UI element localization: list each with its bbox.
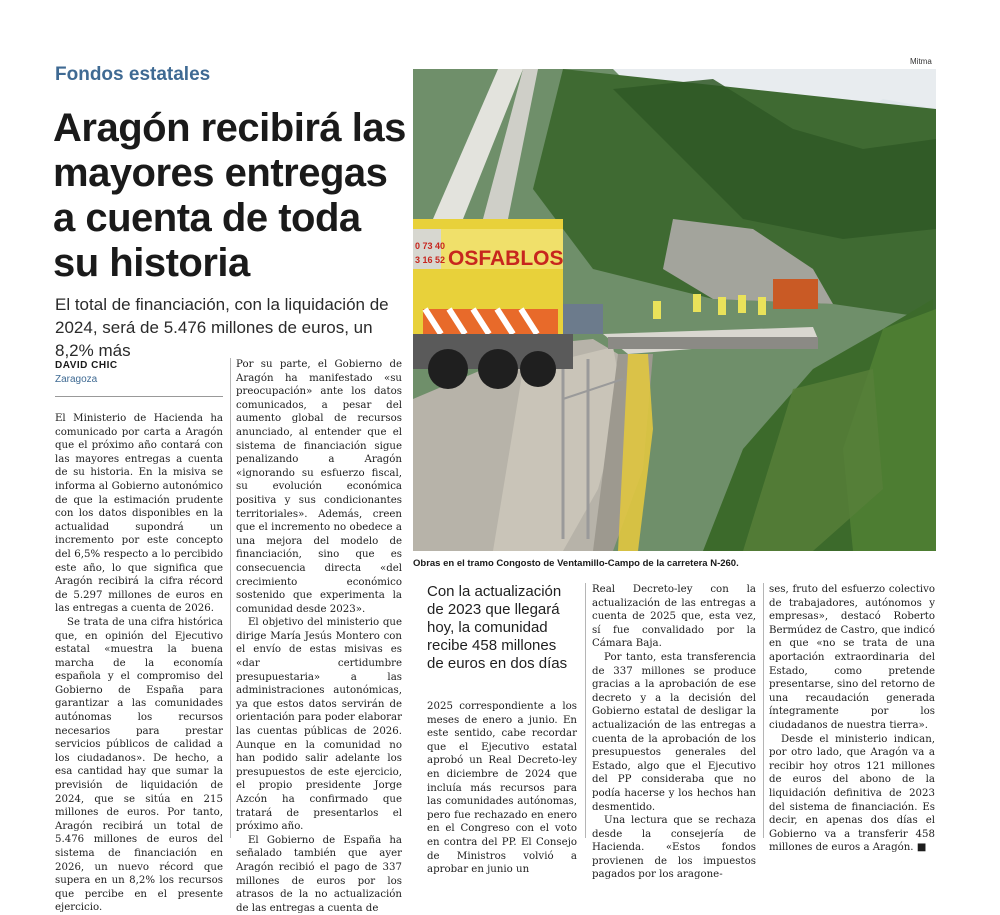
photo-credit: Mitma [910,57,932,66]
paragraph: Desde el ministerio indican, por otro lado, que Aragón va a recibir hoy otros 121 millones de euros del abono de la liquidación definitiva de 2023 del sistema de financiación. Es decir, en apenas dos días el Gobierno va a transferir 458 millones de euros a Aragón. ■ [769,733,935,854]
paragraph: 2025 correspondiente a los meses de enero a junio. En este sentido, cabe recordar que el Ejecutivo estatal aprobó un Real Decreto-ley en diciembre de 2024 que incluía más recursos para las comunidades autónomas, pero fue rechazado en enero en el Congreso con el voto en contra del PP. El Consejo de Ministros volvió a aprobar en junio un [427,701,577,876]
article-column-2 [236,358,402,915]
crane-sign-text: OSFABLOS [448,247,564,270]
author-byline: DAVID CHIC [55,360,118,371]
subtitle: El total de financiación, con la liquidación de 2024, será de 5.476 millones de euros, un 8,2% más [55,295,389,360]
article-column-4 [592,583,756,882]
column-divider [585,583,586,838]
column-divider [230,358,231,838]
photo-caption: Obras en el tramo Congosto de Ventamillo-Campo de la carretera N-260. [413,558,739,569]
paragraph: ses, fruto del esfuerzo colectivo de trabajadores, autónomos y empresas», destacó Roberto Bermúdez de Castro, que indicó en que «no se trata de una aportación extraordinaria del Estado, como pretende presentarse, sino del retorno de una recaudación generada íntegramente por los ciudadanos de nuestra tierra». [769,584,936,731]
byline-divider [55,396,223,397]
paragraph: El Gobierno de España ha señalado también que ayer Aragón recibió el pago de 337 millones de euros por los atrasos de la no actualización de las entregas a cuenta de [236,834,402,914]
article-column-5 [769,583,935,855]
author-location: Zaragoza [55,374,98,385]
paragraph: El Ministerio de Hacienda ha comunicado por carta a Aragón que el próximo año contará con las mayores entregas a cuenta de su historia. En la misiva se informa al Gobierno autonómico de que la estimación prudente con los datos disponibles en la actualidad supondrá un incremento por este concepto del 6,5% respecto a lo percibido este año, lo que significa que Aragón recibirá la cifra récord de 5.297 millones de euros en las entregas a cuenta de 2026. [55,413,223,615]
paragraph: El objetivo del ministerio que dirige María Jesús Montero con el envío de estas misivas es «dar certidumbre presupuestaria» a las administraciones autonómicas, ya que estos datos servirán de orientación para poder elaborar las cuentas públicas de 2026. Aunque en la comunidad no han podido salir adelante los presupuestos de este ejercicio, el propio presidente Jorge Azcón ha confirmado que tratará de presentarlos el próximo año. [236,617,402,833]
road-works-illustration [413,69,936,551]
article-column-1 [55,412,223,915]
paragraph: Una lectura que se rechaza desde la consejería de Hacienda. «Estos fondos provienen de los impuestos pagados por los aragone- [592,815,756,881]
section-tag: Fondos estatales [55,64,211,85]
paragraph: Por tanto, esta transferencia de 337 millones se produce gracias a la aprobación de ese decreto y a la decisión del Gobierno estatal de desligar la actualización de las entregas a cuenta de la aprobación de los presupuestos generales del Estado, algo que el Ejecutivo del PP consideraba que no podía hacerse y los hechos han desmentido. [592,651,756,813]
column-divider [763,583,764,838]
crane-phone-2: 3 16 52 [415,255,446,265]
pull-quote: Con la actualización de 2023 que llegará hoy, la comunidad recibe 458 millones de euros en dos días [427,583,568,672]
paragraph: Real Decreto-ley con la actualización de las entregas a cuenta de 2025 que, esta vez, sí fue convalidado por la Cámara Baja. [592,584,756,650]
crane-phone-1: 0 73 40 [415,241,446,251]
article-photo [413,69,936,551]
paragraph: Se trata de una cifra histórica que, en opinión del Ejecutivo estatal «muestra la buena marcha de la economía española y el compromiso del Gobierno de España para garantizar a las comunidades autónomas los recursos necesarios para prestar servicios públicos de calidad a los ciudadanos». De hecho, a esa cantidad hay que sumar la previsión de liquidación de 2024, que se sitúa en 215 millones de euros. Por tanto, Aragón recibirá un total de 5.476 millones de euros del sistema de financiación en 2026, un nuevo récord que supera en un 8,2% los recursos que percibe en el presente ejercicio. [55,616,223,914]
headline: Aragón recibirá las mayores entregas a cuenta de toda su historia [53,106,406,285]
article-column-3 [427,700,577,877]
paragraph: Por su parte, el Gobierno de Aragón ha manifestado «su preocupación» ante los datos comunicados, a pesar del aumento global de recursos anunciado, al entender que el sistema de financiación sigue penalizando a Aragón «ignorando su esfuerzo fiscal, su evolución económica positiva y sus condicionantes territoriales». Además, creen que el incremento no obedece a una mejora del modelo de financiación, sino que es consecuencia directa «del crecimiento económico sostenido que experimenta la comunidad desde 2023». [236,359,402,615]
